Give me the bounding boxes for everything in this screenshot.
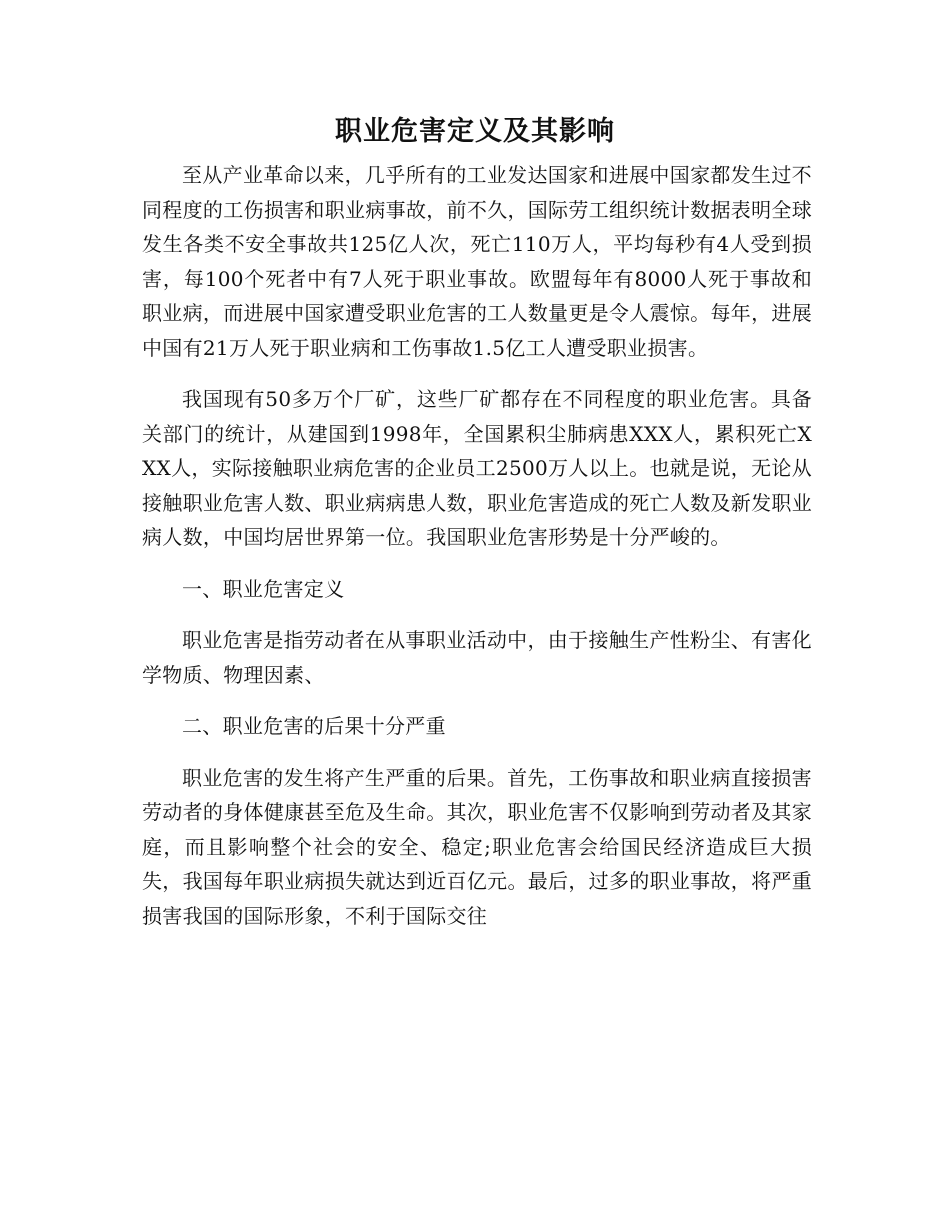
paragraph-definition: 职业危害是指劳动者在从事职业活动中，由于接触生产性粉尘、有害化学物质、物理因素、 [142,628,812,687]
section-heading-consequences: 二、职业危害的后果十分严重 [182,714,446,738]
section-heading-definition: 一、职业危害定义 [182,576,345,601]
document-body [142,158,812,950]
paragraph-china-situation: 我国现有50多万个厂矿，这些厂矿都存在不同程度的职业危害。具备关部门的统计，从建国到1998年，全国累积尘肺病患XXX人，累积死亡XXX人，实际接触职业病危害的企业员工2500万人以上。也就是说，无论从接触职业危害人数、职业病病患人数，职业危害造成的死亡人数及新发职业病人数，中国均居世界第一位。我国职业危害形势是十分严峻的。 [142,387,812,549]
paragraph-intro: 至从产业革命以来，几乎所有的工业发达国家和进展中国家都发生过不同程度的工伤损害和职业病事故，前不久，国际劳工组织统计数据表明全球发生各类不安全事故共125亿人次，死亡110万人，平均每秒有4人受到损害，每100个死者中有7人死于职业事故。欧盟每年有8000人死于事故和职业病，而进展中国家遭受职业危害的工人数量更是令人震惊。每年，进展中国有21万人死于职业病和工伤事故1.5亿工人遭受职业损害。 [142,163,812,360]
paragraph-consequences: 职业危害的发生将产生严重的后果。首先，工伤事故和职业病直接损害劳动者的身体健康甚至危及生命。其次，职业危害不仅影响到劳动者及其家庭，而且影响整个社会的安全、稳定;职业危害会给国民经济造成巨大损失，我国每年职业病损失就达到近百亿元。最后，过多的职业事故，将严重损害我国的国际形象，不利于国际交往 [142,765,812,928]
document-title: 职业危害定义及其影响 [335,116,615,147]
